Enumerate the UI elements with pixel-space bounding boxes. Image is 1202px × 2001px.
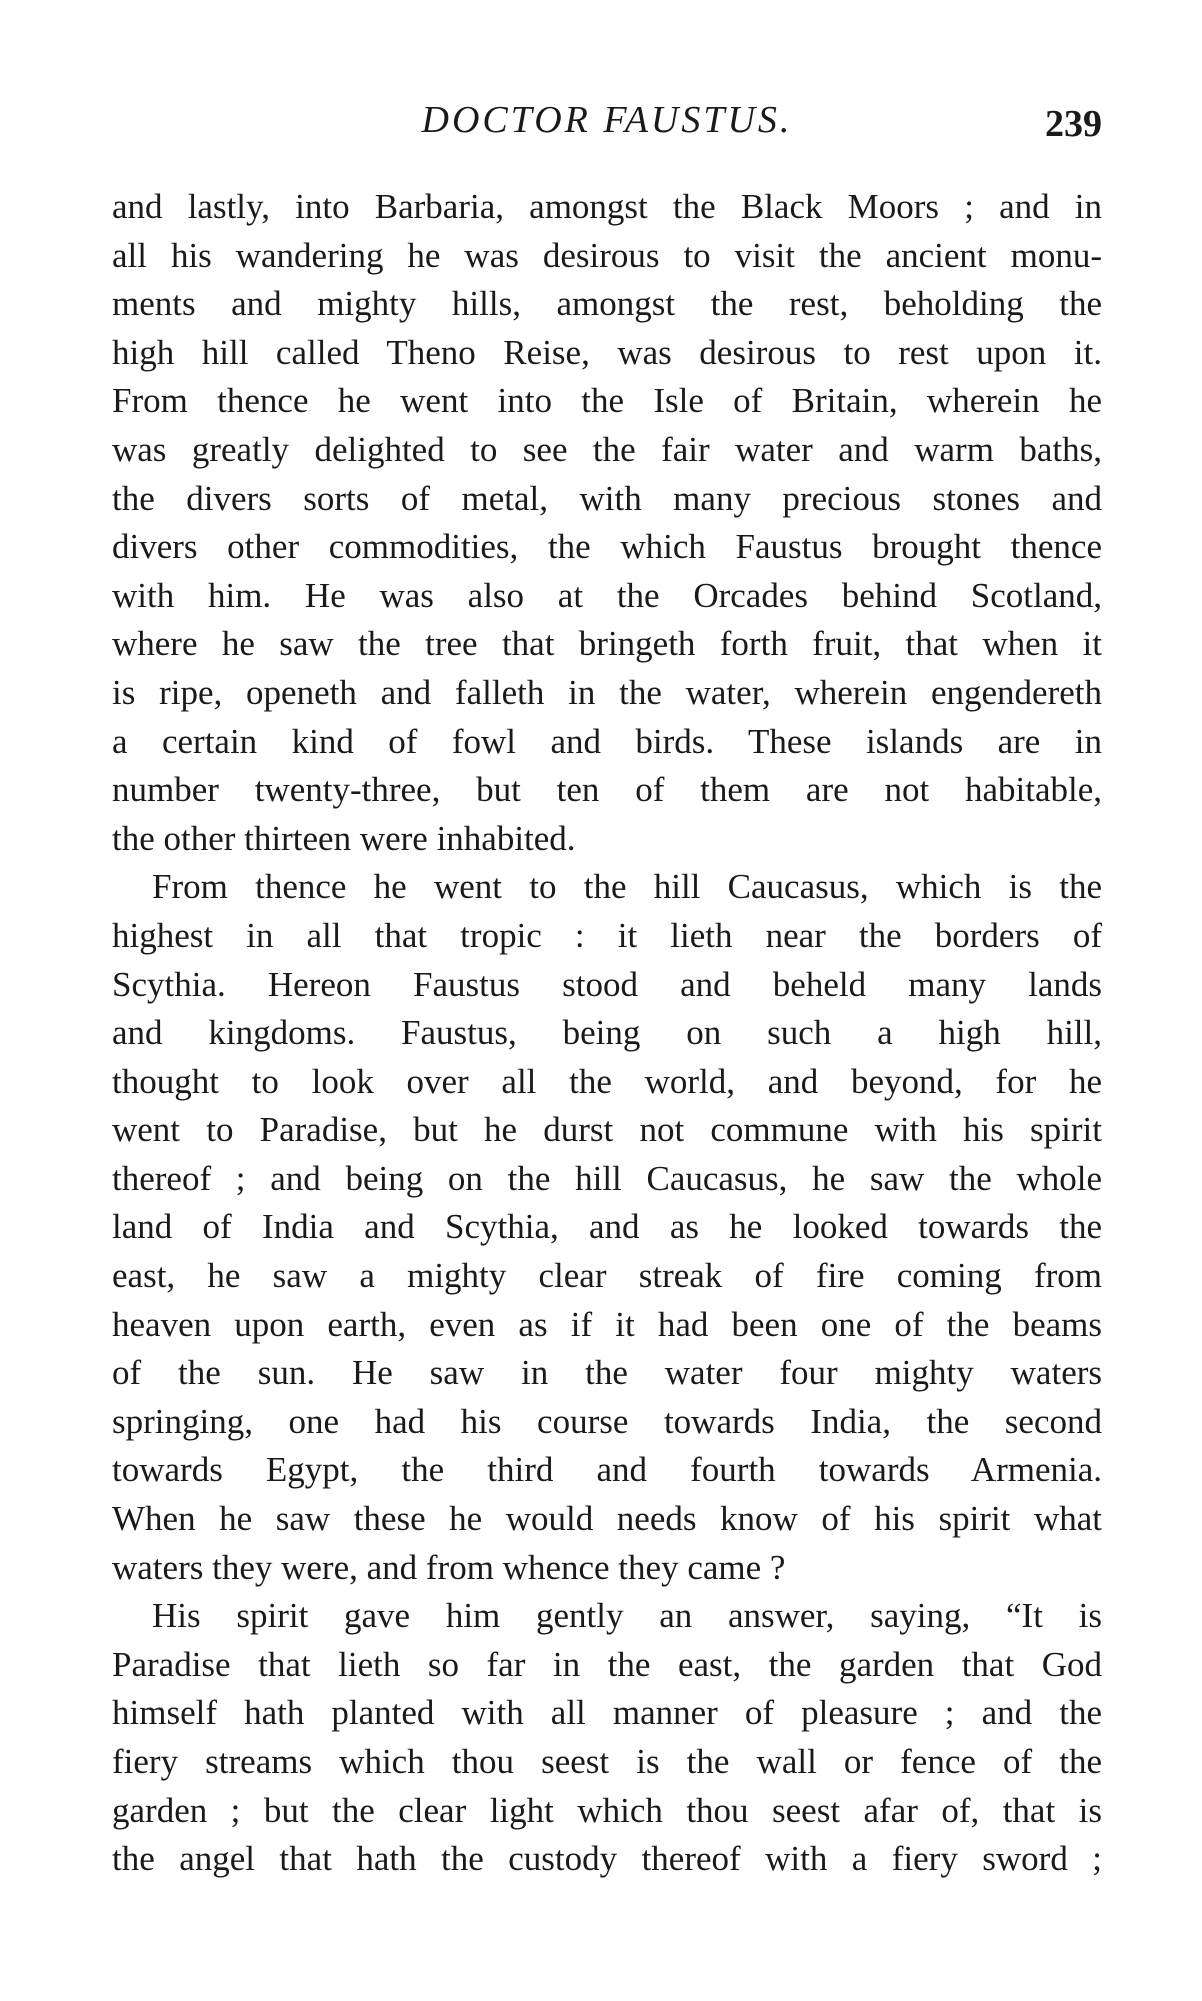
page-number: 239 — [1045, 103, 1102, 145]
text-line: thought to look over all the world, and beyond, for he — [112, 1061, 1102, 1101]
text-line: a certain kind of fowl and birds. These islands are in — [112, 721, 1102, 761]
text-line: thereof ; and being on the hill Caucasus, he saw the whole — [112, 1158, 1102, 1198]
text-line: divers other commodities, the which Faustus brought thence — [112, 527, 1102, 567]
text-line: land of India and Scythia, and as he looked towards the — [112, 1207, 1102, 1247]
text-line: towards Egypt, the third and fourth towards Armenia. — [112, 1450, 1102, 1490]
text-line: fiery streams which thou seest is the wall or fence of the — [112, 1742, 1102, 1781]
text-line: himself hath planted with all manner of pleasure ; and the — [112, 1693, 1102, 1733]
text-line: heaven upon earth, even as if it had been one of the beams — [112, 1304, 1102, 1344]
text-line: ments and mighty hills, amongst the rest, beholding the — [112, 284, 1102, 324]
text-line: high hill called Theno Reise, was desirous to rest upon it. — [112, 332, 1102, 372]
text-line: and kingdoms. Faustus, being on such a high hill, — [112, 1013, 1102, 1053]
running-head — [112, 96, 1102, 144]
text-line: east, he saw a mighty clear streak of fire coming from — [112, 1256, 1102, 1296]
text-line: highest in all that tropic : it lieth near the borders of — [112, 915, 1102, 955]
text-line: His spirit gave him gently an answer, saying, “It is — [152, 1596, 1102, 1636]
text-line: waters they were, and from whence they came ? — [112, 1547, 786, 1587]
text-line: From thence he went to the hill Caucasus, which is the — [152, 867, 1102, 907]
text-line: of the sun. He saw in the water four mighty waters — [112, 1353, 1102, 1393]
text-line: and lastly, into Barbaria, amongst the Black Moors ; and in — [112, 187, 1102, 226]
body-text — [112, 183, 1102, 1884]
text-line: went to Paradise, but he durst not commune with his spirit — [112, 1110, 1102, 1150]
text-line: From thence he went into the Isle of Britain, wherein he — [112, 381, 1102, 421]
paragraph-2 — [112, 863, 1102, 1592]
text-line: number twenty-three, but ten of them are not habitable, — [112, 770, 1102, 810]
text-line: the angel that hath the custody thereof with a fiery sword ; — [112, 1839, 1102, 1879]
text-line: with him. He was also at the Orcades behind Scotland, — [112, 575, 1102, 615]
text-line: springing, one had his course towards India, the second — [112, 1401, 1102, 1441]
text-line: the divers sorts of metal, with many precious stones and — [112, 478, 1102, 518]
paragraph-1 — [112, 183, 1102, 863]
text-line: all his wandering he was desirous to visit the ancient monu- — [112, 235, 1102, 275]
text-line: is ripe, openeth and falleth in the water, wherein engendereth — [112, 672, 1102, 712]
running-title: DOCTOR FAUSTUS. — [421, 99, 793, 141]
paragraph-3 — [112, 1592, 1102, 1884]
text-line: Paradise that lieth so far in the east, the garden that God — [112, 1644, 1102, 1684]
text-line: When he saw these he would needs know of his spirit what — [112, 1499, 1102, 1539]
text-line: where he saw the tree that bringeth forth fruit, that when it — [112, 624, 1102, 664]
text-line: garden ; but the clear light which thou seest afar of, that is — [112, 1790, 1102, 1830]
text-line: was greatly delighted to see the fair water and warm baths, — [112, 429, 1102, 469]
text-line: Scythia. Hereon Faustus stood and beheld many lands — [112, 964, 1102, 1004]
text-line: the other thirteen were inhabited. — [112, 818, 576, 858]
